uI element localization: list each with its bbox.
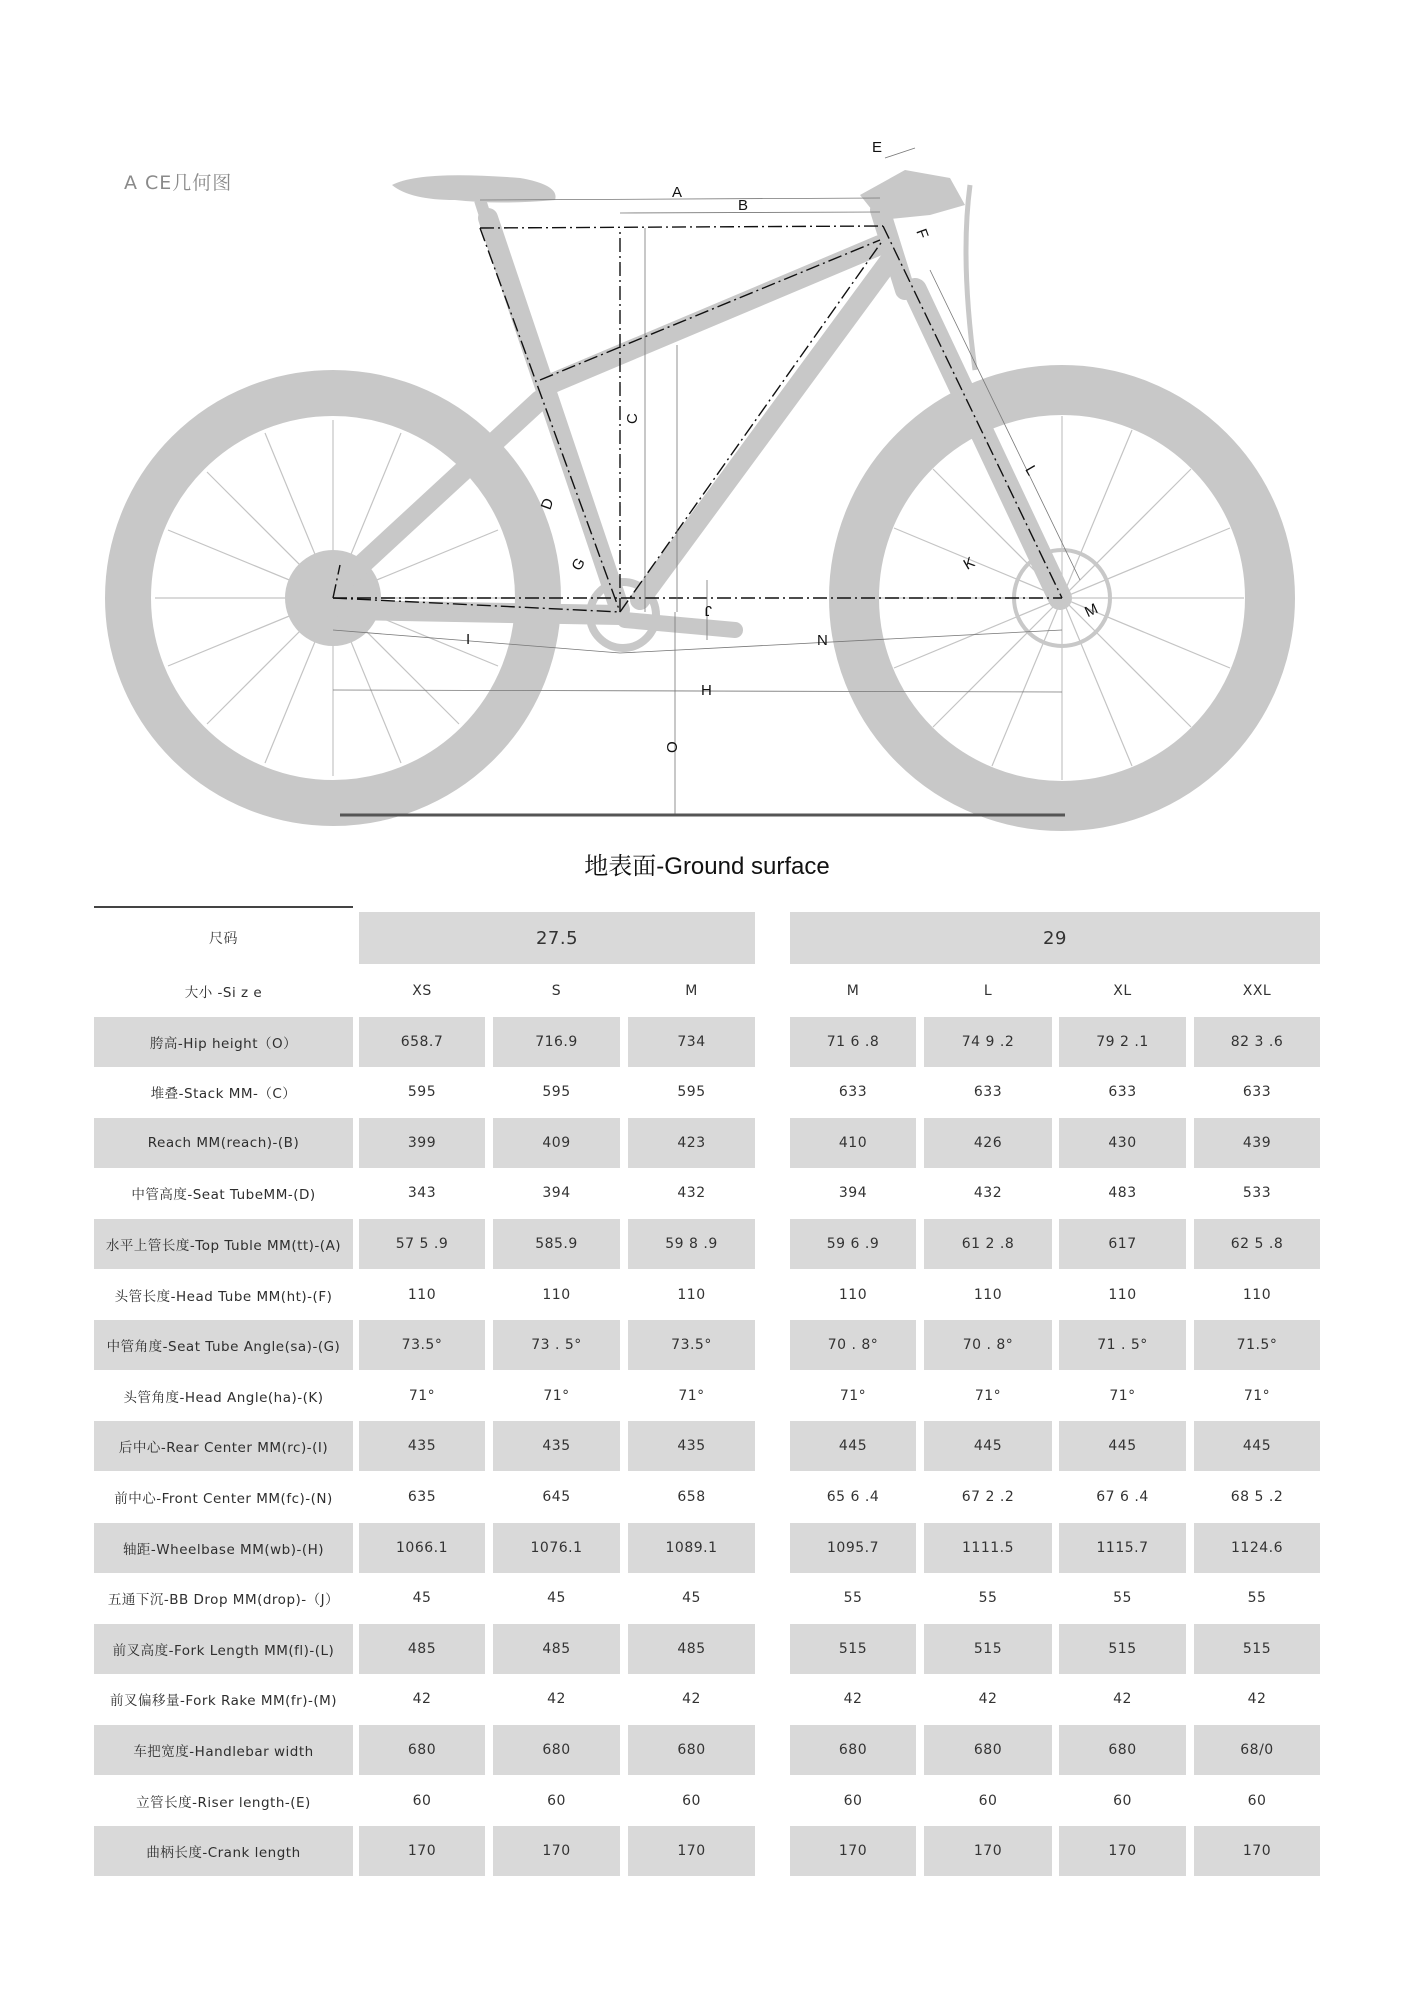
table-cell: 110: [1242, 1287, 1272, 1303]
table-cell: 1124.6: [1194, 1523, 1320, 1573]
table-cell: 435: [493, 1421, 620, 1471]
table-cell: 70 . 8°: [924, 1320, 1052, 1370]
dim-label-B: B: [738, 197, 749, 214]
table-cell: 343: [407, 1185, 437, 1201]
table-cell: 59 6 .9: [790, 1219, 916, 1269]
table-cell: 445: [1194, 1421, 1320, 1471]
table-cell: 595: [407, 1084, 437, 1100]
table-cell: 62 5 .8: [1194, 1219, 1320, 1269]
table-cell: 1111.5: [924, 1523, 1052, 1573]
dim-label-A: A: [672, 184, 683, 201]
table-cell: 170: [790, 1826, 916, 1876]
table-cell: 60: [1247, 1793, 1267, 1809]
table-cell: 67 2 .2: [961, 1489, 1015, 1505]
table-cell: 1089.1: [628, 1523, 755, 1573]
row-label: 头管长度-Head Tube MM(ht)-(F): [114, 1289, 333, 1305]
table-cell: 55: [843, 1590, 863, 1606]
table-cell: 432: [973, 1185, 1003, 1201]
stem: [860, 170, 965, 220]
table-cell: 595: [542, 1084, 571, 1100]
table-cell: 680: [1059, 1725, 1186, 1775]
row-label: 头管角度-Head Angle(ha)-(K): [123, 1390, 324, 1406]
table-cell: 42: [1113, 1691, 1132, 1707]
page-title: A CE几何图: [124, 172, 233, 194]
table-cell: 409: [493, 1118, 620, 1168]
table-cell: 680: [924, 1725, 1052, 1775]
table-cell: 110: [838, 1287, 868, 1303]
table-cell: 595: [677, 1084, 706, 1100]
dim-label-F: F: [912, 226, 932, 242]
row-label: 胯高-Hip height（O）: [94, 1017, 353, 1067]
table-cell: 633: [838, 1084, 868, 1100]
table-cell: 67 6 .4: [1096, 1489, 1149, 1505]
crank-arm: [625, 620, 735, 630]
table-cell: 633: [1242, 1084, 1272, 1100]
table-cell: 110: [973, 1287, 1003, 1303]
table-cell: 680: [493, 1725, 620, 1775]
table-cell: 445: [790, 1421, 916, 1471]
table-cell: 60: [547, 1793, 566, 1809]
table-cell: 110: [407, 1287, 437, 1303]
table-cell: 55: [1247, 1590, 1267, 1606]
table-cell: 42: [843, 1691, 863, 1707]
table-cell: 42: [547, 1691, 566, 1707]
bike-geometry-diagram: [0, 0, 1414, 840]
row-label: 轴距-Wheelbase MM(wb)-(H): [94, 1523, 353, 1573]
table-cell: 426: [924, 1118, 1052, 1168]
row-label: 中管角度-Seat Tube Angle(sa)-(G): [94, 1320, 353, 1370]
table-cell: 71°: [839, 1388, 867, 1404]
row-label: 车把宽度-Handlebar width: [94, 1725, 353, 1775]
table-cell: 71°: [408, 1388, 436, 1404]
dim-label-D: D: [537, 496, 558, 513]
table-cell: 716.9: [493, 1017, 620, 1067]
wheel-group-29: 29: [790, 912, 1320, 964]
saddle: [392, 175, 556, 202]
table-cell: 445: [924, 1421, 1052, 1471]
table-cell: 45: [412, 1590, 432, 1606]
table-cell: 42: [1247, 1691, 1267, 1707]
bike-silhouette: [128, 170, 1270, 806]
table-cell: 110: [542, 1287, 571, 1303]
table-cell: 423: [628, 1118, 755, 1168]
table-cell: 60: [1113, 1793, 1132, 1809]
row-label: 中管高度-Seat TubeMM-(D): [131, 1187, 316, 1203]
table-cell: 394: [542, 1185, 571, 1201]
table-cell: 633: [973, 1084, 1003, 1100]
table-cell: 680: [790, 1725, 916, 1775]
table-cell: 432: [677, 1185, 706, 1201]
table-cell: 170: [493, 1826, 620, 1876]
table-cell: 42: [412, 1691, 432, 1707]
table-cell: 55: [978, 1590, 998, 1606]
table-cell: 445: [1059, 1421, 1186, 1471]
dim-label-M: M: [1082, 600, 1101, 622]
table-cell: 645: [542, 1489, 571, 1505]
table-cell: 59 8 .9: [628, 1219, 755, 1269]
table-cell: 73 . 5°: [493, 1320, 620, 1370]
wheel-group-27-5: 27.5: [359, 912, 755, 964]
table-cell: 399: [359, 1118, 485, 1168]
table-cell: 60: [978, 1793, 998, 1809]
table-cell: 658.7: [359, 1017, 485, 1067]
table-cell: 394: [838, 1185, 868, 1201]
table-cell: 73.5°: [628, 1320, 755, 1370]
chain-stay: [345, 610, 620, 615]
table-cell: 68 5 .2: [1230, 1489, 1284, 1505]
table-cell: 483: [1108, 1185, 1137, 1201]
table-cell: 658: [677, 1489, 706, 1505]
table-cell: 71°: [1109, 1388, 1136, 1404]
table-cell: 680: [359, 1725, 485, 1775]
row-label: 前中心-Front Center MM(fc)-(N): [114, 1491, 333, 1507]
size-column-header: XXL: [1242, 983, 1272, 999]
table-cell: 435: [359, 1421, 485, 1471]
dim-label-H: H: [701, 682, 712, 699]
table-cell: 65 6 .4: [826, 1489, 880, 1505]
size-column-header: XL: [1113, 983, 1132, 999]
dim-label-I: I: [466, 631, 471, 648]
table-cell: 170: [1059, 1826, 1186, 1876]
table-cell: 45: [682, 1590, 701, 1606]
dim-label-G: G: [568, 555, 589, 574]
table-cell: 617: [1059, 1219, 1186, 1269]
row-label: 五通下沉-BB Drop MM(drop)-（J）: [107, 1592, 340, 1608]
ground-surface-label: 地表面-Ground surface: [584, 853, 830, 880]
table-cell: 170: [1194, 1826, 1320, 1876]
table-cell: 71 6 .8: [790, 1017, 916, 1067]
row-label: 立管长度-Riser length-(E): [136, 1795, 311, 1811]
table-cell: 110: [677, 1287, 706, 1303]
table-cell: 515: [1059, 1624, 1186, 1674]
dim-label-O: O: [664, 741, 681, 753]
table-cell: 515: [1194, 1624, 1320, 1674]
row-label: 前叉偏移量-Fork Rake MM(fr)-(M): [109, 1693, 338, 1709]
size-column-header: S: [551, 983, 562, 999]
row-label: Reach MM(reach)-(B): [94, 1118, 353, 1168]
table-cell: 585.9: [493, 1219, 620, 1269]
table-cell: 60: [412, 1793, 432, 1809]
size-code-header: 尺码: [209, 931, 238, 947]
table-cell: 71 . 5°: [1059, 1320, 1186, 1370]
row-label: 前叉高度-Fork Length MM(fl)-(L): [94, 1624, 353, 1674]
table-cell: 68/0: [1194, 1725, 1320, 1775]
table-cell: 439: [1194, 1118, 1320, 1168]
dim-label-J: J: [704, 602, 712, 619]
table-cell: 71°: [678, 1388, 705, 1404]
table-cell: 485: [359, 1624, 485, 1674]
table-cell: 73.5°: [359, 1320, 485, 1370]
row-label: 堆叠-Stack MM-（C）: [150, 1086, 297, 1102]
table-cell: 734: [628, 1017, 755, 1067]
table-cell: 1066.1: [359, 1523, 485, 1573]
table-cell: 635: [407, 1489, 437, 1505]
table-cell: 110: [1108, 1287, 1137, 1303]
table-cell: 170: [359, 1826, 485, 1876]
dim-label-E: E: [872, 139, 883, 156]
table-top-rule: [94, 906, 353, 908]
table-cell: 633: [1108, 1084, 1137, 1100]
table-cell: 71°: [974, 1388, 1002, 1404]
table-cell: 70 . 8°: [790, 1320, 916, 1370]
table-cell: 71°: [543, 1388, 570, 1404]
table-cell: 79 2 .1: [1059, 1017, 1186, 1067]
table-cell: 61 2 .8: [924, 1219, 1052, 1269]
table-cell: 515: [790, 1624, 916, 1674]
table-cell: 170: [628, 1826, 755, 1876]
dim-label-C: C: [624, 413, 641, 424]
table-cell: 485: [628, 1624, 755, 1674]
table-cell: 45: [547, 1590, 566, 1606]
size-column-header: M: [685, 983, 698, 999]
table-cell: 410: [790, 1118, 916, 1168]
size-row-label: 大小 -Si z e: [184, 985, 263, 1001]
table-cell: 42: [682, 1691, 701, 1707]
table-cell: 680: [628, 1725, 755, 1775]
dim-label-L: L: [1021, 462, 1041, 479]
dim-label-K: K: [960, 553, 978, 574]
table-cell: 515: [924, 1624, 1052, 1674]
table-cell: 82 3 .6: [1194, 1017, 1320, 1067]
table-cell: 57 5 .9: [359, 1219, 485, 1269]
table-cell: 55: [1113, 1590, 1132, 1606]
table-cell: 60: [682, 1793, 701, 1809]
table-cell: 1076.1: [493, 1523, 620, 1573]
table-cell: 170: [924, 1826, 1052, 1876]
table-cell: 485: [493, 1624, 620, 1674]
size-column-header: M: [846, 983, 860, 999]
table-cell: 533: [1242, 1185, 1272, 1201]
row-label: 水平上管长度-Top Tuble MM(tt)-(A): [94, 1219, 353, 1269]
table-cell: 1095.7: [790, 1523, 916, 1573]
table-cell: 435: [628, 1421, 755, 1471]
brake-hose: [966, 185, 975, 370]
size-column-header: L: [983, 983, 993, 999]
row-label: 后中心-Rear Center MM(rc)-(I): [94, 1421, 353, 1471]
dim-label-N: N: [817, 632, 828, 649]
table-cell: 74 9 .2: [924, 1017, 1052, 1067]
table-cell: 42: [978, 1691, 998, 1707]
table-cell: 60: [843, 1793, 863, 1809]
table-cell: 430: [1059, 1118, 1186, 1168]
row-label: 曲柄长度-Crank length: [94, 1826, 353, 1876]
size-column-header: XS: [412, 983, 432, 999]
table-cell: 71°: [1243, 1388, 1271, 1404]
table-cell: 71.5°: [1194, 1320, 1320, 1370]
table-cell: 1115.7: [1059, 1523, 1186, 1573]
